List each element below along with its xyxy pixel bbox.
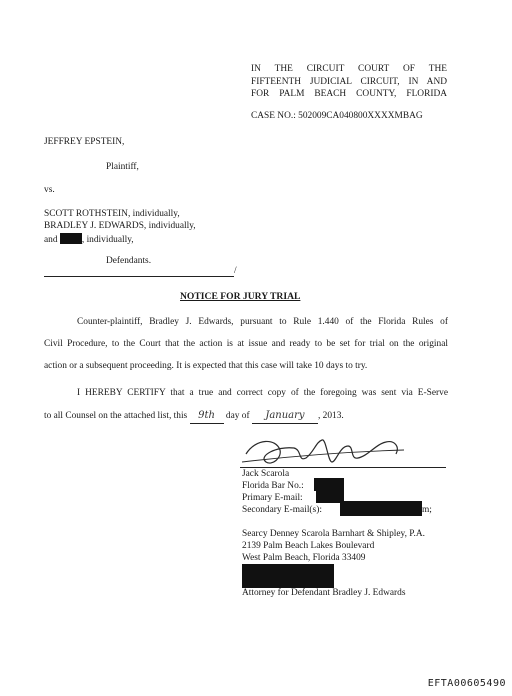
firm-address-1: 2139 Palm Beach Lakes Boulevard [242, 541, 375, 551]
primary-email-label: Primary E-mail: [242, 493, 303, 503]
body-p2-line1: I HEREBY CERTIFY that a true and correct copy of the foregoing was sent via E-Serve [77, 388, 448, 398]
month-handwritten: January [265, 410, 305, 421]
plaintiff-name: JEFFREY EPSTEIN, [44, 137, 125, 147]
case-number: CASE NO.: 502009CA040800XXXXMBAG [251, 111, 423, 121]
caption-rule [44, 276, 234, 277]
month-blank [252, 410, 318, 424]
redaction-bar [60, 233, 82, 244]
court-line-3: FOR PALM BEACH COUNTY, FLORIDA [251, 89, 447, 100]
defendant-2: BRADLEY J. EDWARDS, individually, [44, 221, 196, 231]
secondary-email-label: Secondary E-mail(s): [242, 505, 322, 515]
court-header [251, 63, 447, 101]
defendant-3-suffix: , individually, [81, 235, 134, 245]
defendant-3 [44, 233, 134, 247]
versus: vs. [44, 185, 55, 195]
defendant-3-prefix: and [44, 235, 58, 245]
redaction-bar [340, 501, 422, 516]
court-line-1: IN THE CIRCUIT COURT OF THE [251, 64, 447, 74]
body-p2-text-b: day of [225, 411, 250, 421]
bar-number-label: Florida Bar No.: [242, 481, 304, 491]
signature-line [240, 467, 446, 468]
bates-stamp: EFTA00605490 [427, 677, 506, 689]
plaintiff-role: Plaintiff, [106, 162, 139, 172]
defendant-1: SCOTT ROTHSTEIN, individually, [44, 209, 180, 219]
court-line-2: FIFTEENTH JUDICIAL CIRCUIT, IN AND [251, 76, 447, 87]
defendants-role: Defendants. [106, 256, 152, 266]
body-p2-line2 [44, 410, 344, 424]
handwritten-signature [236, 432, 412, 472]
firm-address-2: West Palm Beach, Florida 33409 [242, 553, 366, 563]
firm-name: Searcy Denney Scarola Barnhart & Shipley, P.A. [242, 529, 425, 539]
document-title: NOTICE FOR JURY TRIAL [180, 291, 301, 302]
day-blank [190, 410, 224, 424]
body-p1-line2: Civil Procedure, to the Court that the action is at issue and ready to be set for trial on the original [44, 339, 448, 349]
caption-slash: / [234, 266, 237, 276]
redaction-bar [242, 564, 334, 588]
secondary-email-suffix: m; [422, 505, 432, 515]
day-handwritten: 9th [198, 410, 215, 421]
attorney-name: Jack Scarola [242, 469, 290, 479]
body-p2-text-a: to all Counsel on the attached list, this [44, 411, 188, 421]
attorney-for: Attorney for Defendant Bradley J. Edwards [242, 588, 406, 598]
body-p1-line1: Counter-plaintiff, Bradley J. Edwards, pursuant to Rule 1.440 of the Florida Rules of [77, 317, 448, 327]
body-p1-line3: action or a subsequent proceeding. It is expected that this case will take 10 days to try. [44, 361, 368, 371]
body-p2-text-c: , 2013. [317, 411, 344, 421]
